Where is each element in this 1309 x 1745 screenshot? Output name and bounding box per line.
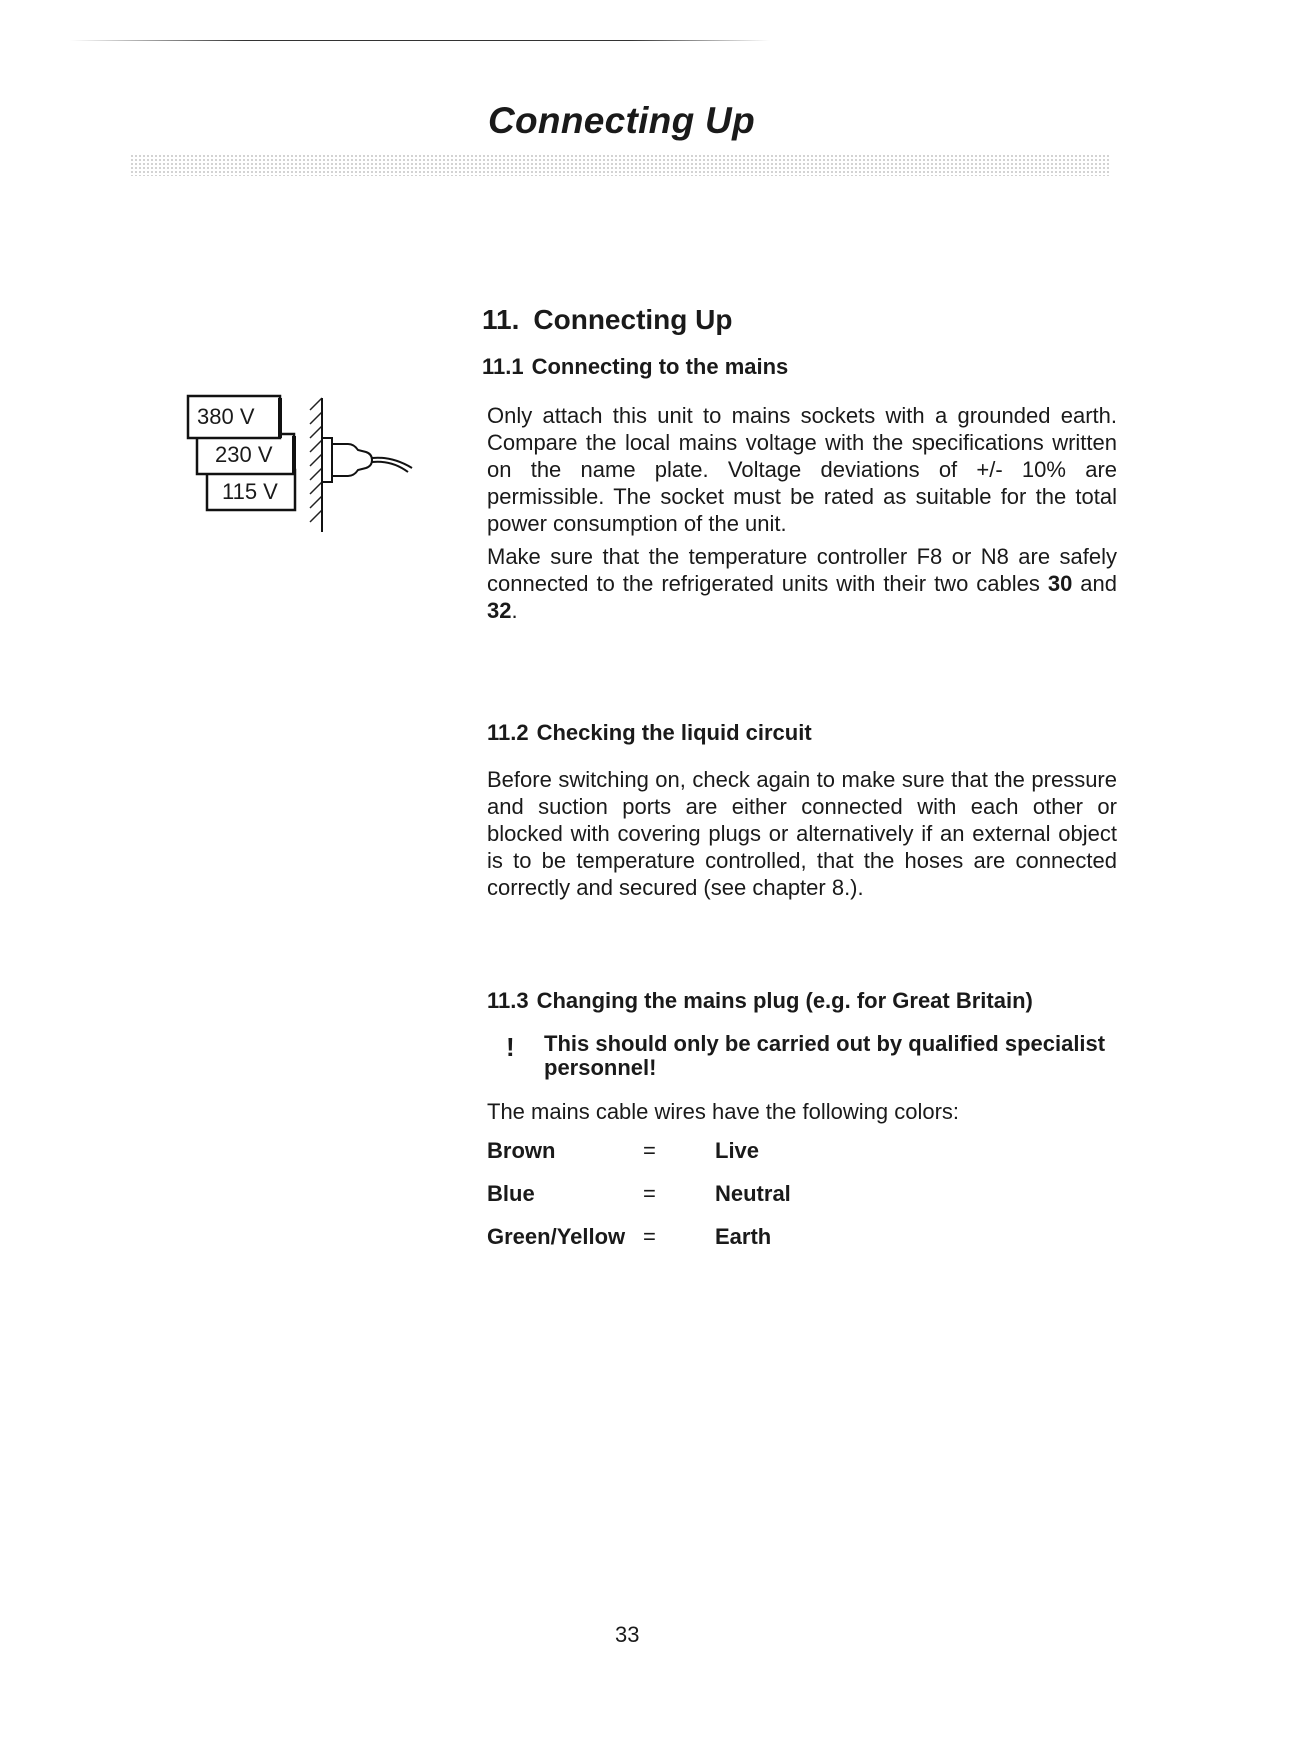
subsection-11-3-heading	[487, 988, 1033, 1014]
warning-icon: !	[506, 1032, 515, 1062]
section-heading	[482, 304, 732, 336]
wire-function: Neutral	[715, 1181, 791, 1206]
mains-plug-voltage-icon	[180, 388, 440, 538]
voltage-label-115: 115 V	[222, 479, 278, 504]
wire-equals: =	[643, 1224, 656, 1249]
running-title: Connecting Up	[488, 100, 755, 141]
warning-text: This should only be carried out by qualified specialist personnel!	[544, 1031, 1106, 1080]
wire-function: Live	[715, 1138, 760, 1163]
header-dotted-band	[130, 154, 1110, 176]
subsection-11-3-number: 11.3	[487, 988, 529, 1013]
cable-number-30: 30	[1047, 571, 1073, 596]
controller-paragraph-end: .	[511, 598, 518, 623]
section-number: 11.	[482, 304, 520, 335]
subsection-11-1-heading	[482, 354, 788, 380]
wire-equals: =	[643, 1138, 656, 1163]
wire-function: Earth	[715, 1224, 772, 1249]
wire-equals: =	[643, 1181, 656, 1206]
subsection-11-2-title: Checking the liquid circuit	[536, 720, 812, 745]
wire-colors-intro: The mains cable wires have the following colors:	[487, 1099, 960, 1124]
wire-color-name: Brown	[487, 1138, 556, 1163]
voltage-label-380: 380 V	[197, 404, 255, 429]
wire-color-name: Blue	[487, 1181, 535, 1206]
subsection-11-2-number: 11.2	[487, 720, 529, 745]
cable-number-32: 32	[487, 598, 512, 623]
section-title: Connecting Up	[533, 304, 733, 335]
mains-paragraph: Only attach this unit to mains sockets with a grounded earth. Compare the local mains voltage with the specifications written on the name plate. Voltage deviations of +/- 10% are permissible. The socket must be rated as suitable for the total power consumption of the unit.	[487, 403, 1117, 536]
subsection-11-3-title: Changing the mains plug (e.g. for Great Britain)	[536, 988, 1033, 1013]
subsection-11-2-heading	[487, 720, 812, 746]
controller-paragraph	[487, 543, 1117, 624]
controller-paragraph-and: and	[1072, 571, 1117, 596]
subsection-11-1-number: 11.1	[482, 354, 524, 379]
top-rule	[70, 40, 770, 41]
voltage-label-230: 230 V	[215, 442, 273, 467]
liquid-circuit-paragraph: Before switching on, check again to make sure that the pressure and suction ports are either connected with each other or blocked with covering plugs or alternatively if an external object is to be temperature controlled, that the hoses are connected correctly and secured (see chapter 8.).	[487, 767, 1117, 900]
wire-color-name: Green/Yellow	[487, 1224, 626, 1249]
controller-paragraph-text: Make sure that the temperature controller F8 or N8 are safely connected to the refrigerated units with their two cables	[487, 544, 1117, 596]
subsection-11-1-title: Connecting to the mains	[531, 354, 789, 379]
page-number: 33	[615, 1622, 640, 1647]
warning-note	[506, 1032, 1126, 1080]
